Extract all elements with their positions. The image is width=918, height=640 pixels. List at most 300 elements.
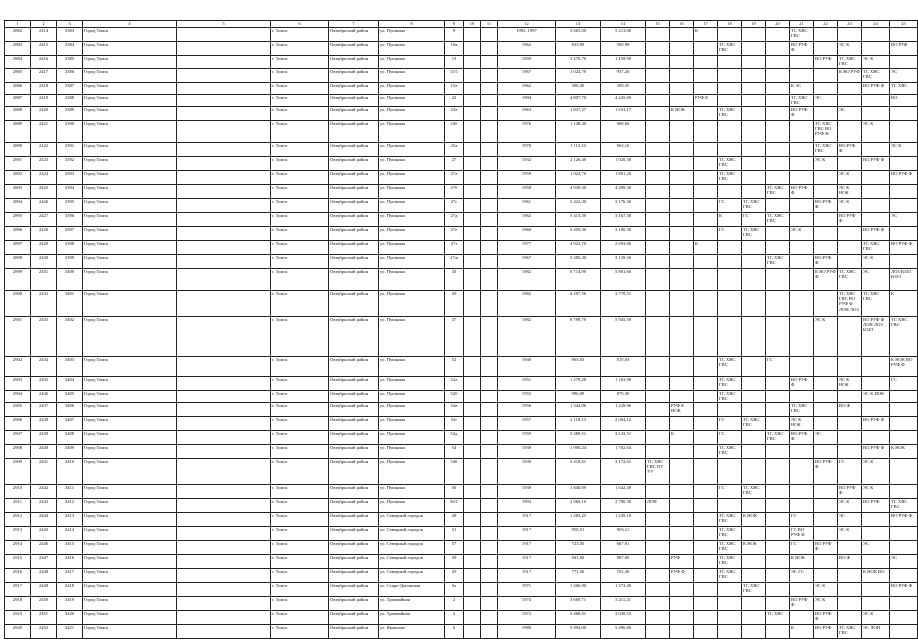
- table-cell: 1940: [498, 357, 556, 377]
- table-row: [5, 317, 918, 357]
- table-row: [5, 107, 918, 121]
- table-cell: 1994: [498, 95, 556, 107]
- table-cell: [766, 459, 790, 485]
- table-cell: [670, 625, 694, 639]
- table-cell: г. Томск: [271, 269, 329, 291]
- table-cell: 1982: [498, 317, 556, 357]
- table-cell: [742, 157, 766, 171]
- table-cell: [464, 255, 481, 269]
- table-cell: 3387: [57, 83, 83, 95]
- table-cell: [670, 255, 694, 269]
- table-row: [5, 459, 918, 485]
- table-cell: [890, 459, 918, 485]
- table-cell: [694, 625, 718, 639]
- table-cell: 3390: [57, 121, 83, 143]
- table-cell: 2431: [31, 269, 57, 291]
- column-number: 13: [556, 21, 601, 28]
- table-cell: Город Томск: [83, 377, 177, 391]
- table-cell: [670, 241, 694, 255]
- table-cell: [177, 213, 271, 227]
- table-cell: [177, 269, 271, 291]
- table-row: [5, 227, 918, 241]
- table-cell: [742, 171, 766, 185]
- table-cell: 3399: [57, 255, 83, 269]
- table-cell: [694, 445, 718, 459]
- table-cell: 3391: [57, 143, 83, 157]
- table-cell: ул. Пушкина: [379, 143, 445, 157]
- table-cell: 4 807,70: [556, 95, 601, 107]
- table-cell: [670, 143, 694, 157]
- table-cell: 1 283,25: [556, 513, 601, 527]
- table-cell: [481, 121, 498, 143]
- table-cell: ул. Северный городок: [379, 527, 445, 541]
- table-cell: Октябрьский район: [329, 269, 379, 291]
- table-cell: ТС ХВС ГВС: [718, 357, 742, 377]
- table-cell: [177, 28, 271, 42]
- table-cell: [646, 213, 670, 227]
- table-cell: [464, 583, 481, 597]
- table-cell: 1 148,40: [556, 121, 601, 143]
- table-cell: 3414: [57, 527, 83, 541]
- table-cell: 2446: [31, 541, 57, 555]
- table-cell: [694, 255, 718, 269]
- table-cell: [814, 417, 838, 431]
- table-cell: [890, 199, 918, 213]
- table-cell: [481, 185, 498, 199]
- table-cell: ЭС К: [790, 227, 814, 241]
- column-number: 14: [601, 21, 646, 28]
- table-cell: [862, 199, 890, 213]
- table-cell: 1960: [498, 227, 556, 241]
- table-cell: [742, 569, 766, 583]
- table-cell: ГС: [718, 485, 742, 499]
- table-cell: 723,50: [556, 541, 601, 555]
- table-cell: г. Томск: [271, 377, 329, 391]
- table-cell: [890, 431, 918, 445]
- table-cell: [670, 69, 694, 83]
- table-cell: 2420: [31, 107, 57, 121]
- table-cell: [177, 583, 271, 597]
- table-cell: 3421: [57, 625, 83, 639]
- table-cell: Октябрьский район: [329, 42, 379, 56]
- table-cell: 1957: [498, 417, 556, 431]
- table-cell: 1 801,20: [601, 171, 646, 185]
- table-cell: ВО РУФ Ф: [790, 185, 814, 199]
- table-cell: г. Томск: [271, 569, 329, 583]
- table-row: [5, 213, 918, 227]
- table-cell: [862, 555, 890, 569]
- table-cell: [177, 625, 271, 639]
- table-cell: ВО: [890, 95, 918, 107]
- table-cell: [766, 583, 790, 597]
- table-cell: 1993, 1997: [498, 28, 556, 42]
- table-cell: К НОК ВО: [862, 569, 890, 583]
- table-cell: [177, 56, 271, 69]
- table-cell: [464, 541, 481, 555]
- table-cell: ЛОЗ ЮЗЛ ЮЗЭ: [890, 269, 918, 291]
- table-cell: [177, 357, 271, 377]
- table-cell: [464, 185, 481, 199]
- table-cell: 2428: [31, 227, 57, 241]
- table-cell: [766, 199, 790, 213]
- table-cell: [890, 56, 918, 69]
- table-cell: ул. Пушкина: [379, 499, 445, 513]
- table-cell: ул. Пушкина: [379, 213, 445, 227]
- table-cell: 1971: [498, 583, 556, 597]
- table-cell: [646, 107, 670, 121]
- table-cell: 56/1: [445, 499, 464, 513]
- table-cell: ул. Пушкина: [379, 69, 445, 83]
- table-cell: К НОК: [790, 555, 814, 569]
- table-cell: [481, 291, 498, 317]
- table-cell: ЛОН: [646, 499, 670, 513]
- table-cell: [177, 611, 271, 625]
- table-cell: [694, 459, 718, 485]
- table-cell: 3410: [57, 459, 83, 485]
- table-cell: [481, 28, 498, 42]
- table-cell: [694, 513, 718, 527]
- table-row: [5, 241, 918, 255]
- table-cell: ТС ХВС ГВС: [718, 391, 742, 403]
- table-cell: [481, 227, 498, 241]
- table-cell: Октябрьский район: [329, 417, 379, 431]
- table-cell: Город Томск: [83, 317, 177, 357]
- table-row: [5, 56, 918, 69]
- table-row: [5, 69, 918, 83]
- table-cell: 879,39: [601, 391, 646, 403]
- table-cell: [481, 625, 498, 639]
- table-cell: РУФ К НОК: [670, 403, 694, 417]
- table-cell: ТС ХВС: [890, 83, 918, 95]
- table-cell: ГС: [790, 513, 814, 527]
- table-cell: 1956: [498, 403, 556, 417]
- table-cell: 1953: [498, 391, 556, 403]
- table-cell: ул. Пушкина: [379, 269, 445, 291]
- table-cell: 1 631,17: [601, 107, 646, 121]
- table-cell: 25а: [445, 143, 464, 157]
- table-cell: [481, 459, 498, 485]
- table-cell: ВО Ф: [838, 555, 862, 569]
- table-cell: [790, 317, 814, 357]
- table-cell: [177, 143, 271, 157]
- table-cell: 1 924,70: [556, 171, 601, 185]
- table-cell: [890, 107, 918, 121]
- table-cell: [862, 28, 890, 42]
- table-cell: [464, 417, 481, 431]
- table-cell: 1951: [498, 377, 556, 391]
- table-cell: [481, 513, 498, 527]
- table-cell: [481, 269, 498, 291]
- table-cell: ЭС К: [838, 171, 862, 185]
- table-cell: [838, 317, 862, 357]
- table-cell: [766, 597, 790, 611]
- table-cell: [694, 143, 718, 157]
- table-cell: [464, 391, 481, 403]
- table-cell: ВО РУФ Ф: [790, 597, 814, 611]
- table-cell: [464, 597, 481, 611]
- table-cell: Октябрьский район: [329, 431, 379, 445]
- table-cell: [742, 391, 766, 403]
- table-cell: 4 923,70: [556, 241, 601, 255]
- table-cell: г. Томск: [271, 95, 329, 107]
- table-cell: 1978: [498, 143, 556, 157]
- table-cell: Октябрьский район: [329, 403, 379, 417]
- table-cell: 1939: [498, 459, 556, 485]
- table-cell: [862, 403, 890, 417]
- table-cell: 3420: [57, 611, 83, 625]
- table-cell: [694, 431, 718, 445]
- table-cell: 2444: [31, 513, 57, 527]
- table-cell: [464, 95, 481, 107]
- table-cell: [694, 417, 718, 431]
- table-cell: [694, 157, 718, 171]
- table-cell: 3419: [57, 597, 83, 611]
- table-cell: РУФ К: [694, 95, 718, 107]
- table-cell: ТС ХВС ГВС: [718, 555, 742, 569]
- table-cell: Город Томск: [83, 269, 177, 291]
- table-cell: ЭС: [890, 213, 918, 227]
- table-cell: [766, 485, 790, 499]
- table-cell: [742, 28, 766, 42]
- table-cell: 2416: [31, 56, 57, 69]
- table-cell: [670, 445, 694, 459]
- column-number: 4: [83, 21, 177, 28]
- table-cell: [838, 597, 862, 611]
- table-cell: [766, 527, 790, 541]
- table-cell: г. Томск: [271, 431, 329, 445]
- table-cell: [670, 485, 694, 499]
- table-cell: [481, 403, 498, 417]
- table-cell: ТС ХВС ГВС: [862, 291, 890, 317]
- table-cell: ул. Пушкина: [379, 56, 445, 69]
- table-cell: [694, 527, 718, 541]
- table-cell: ВО РУФ Ф: [890, 171, 918, 185]
- table-cell: ул. Пушкина: [379, 445, 445, 459]
- table-cell: 2447: [31, 555, 57, 569]
- table-cell: [814, 42, 838, 56]
- table-cell: К НОК: [890, 445, 918, 459]
- table-cell: 1917: [498, 527, 556, 541]
- table-cell: 1 229,96: [601, 403, 646, 417]
- column-number: 10: [464, 21, 481, 28]
- table-cell: 6: [445, 625, 464, 639]
- table-cell: г. Томск: [271, 611, 329, 625]
- table-cell: [464, 317, 481, 357]
- table-cell: [177, 83, 271, 95]
- table-cell: г. Томск: [271, 459, 329, 485]
- table-cell: [742, 143, 766, 157]
- table-cell: [464, 83, 481, 95]
- table-cell: [814, 485, 838, 499]
- table-cell: 2883: [5, 42, 31, 56]
- table-cell: 2436: [31, 391, 57, 403]
- table-cell: [814, 403, 838, 417]
- table-cell: 1 249,18: [601, 513, 646, 527]
- table-cell: Октябрьский район: [329, 227, 379, 241]
- table-cell: Город Томск: [83, 213, 177, 227]
- table-cell: [481, 541, 498, 555]
- table-cell: [718, 185, 742, 199]
- table-cell: [814, 185, 838, 199]
- table-cell: [838, 227, 862, 241]
- table-cell: 2920: [5, 625, 31, 639]
- table-cell: 2891: [5, 157, 31, 171]
- table-cell: 2434: [31, 357, 57, 377]
- table-cell: [890, 527, 918, 541]
- table-cell: [646, 377, 670, 391]
- table-cell: [464, 445, 481, 459]
- table-cell: 1 373,40: [601, 583, 646, 597]
- table-cell: К ВО РУФ: [838, 69, 862, 83]
- table-cell: К: [670, 431, 694, 445]
- table-cell: [464, 213, 481, 227]
- table-cell: [814, 569, 838, 583]
- table-cell: [766, 121, 790, 143]
- table-cell: 35: [445, 291, 464, 317]
- table-cell: [670, 291, 694, 317]
- table-cell: [742, 185, 766, 199]
- table-cell: ЭС К НОК: [838, 185, 862, 199]
- table-cell: ТС ХВС ГВС: [718, 445, 742, 459]
- table-cell: [790, 143, 814, 157]
- table-cell: [177, 199, 271, 213]
- table-cell: [481, 431, 498, 445]
- table-cell: ГС: [838, 459, 862, 485]
- table-cell: 54: [445, 445, 464, 459]
- table-cell: Город Томск: [83, 403, 177, 417]
- table-cell: 1977: [498, 241, 556, 255]
- table-cell: 3 413,30: [556, 213, 601, 227]
- table-cell: 3397: [57, 227, 83, 241]
- table-cell: 2901: [5, 317, 31, 357]
- table-cell: [481, 213, 498, 227]
- table-row: [5, 171, 918, 185]
- table-cell: [464, 241, 481, 255]
- table-cell: Город Томск: [83, 611, 177, 625]
- table-cell: 3401: [57, 291, 83, 317]
- table-cell: Октябрьский район: [329, 291, 379, 317]
- table-cell: [646, 69, 670, 83]
- table-cell: [814, 513, 838, 527]
- table-cell: 2 004,12: [601, 417, 646, 431]
- table-cell: [766, 69, 790, 83]
- table-row: [5, 199, 918, 213]
- table-cell: [177, 185, 271, 199]
- table-cell: [718, 28, 742, 42]
- table-cell: ВО РУФ Ф: [862, 417, 890, 431]
- table-cell: [718, 56, 742, 69]
- table-cell: [177, 227, 271, 241]
- table-cell: 4 499,30: [601, 185, 646, 199]
- table-row: [5, 121, 918, 143]
- table-cell: 3396: [57, 213, 83, 227]
- table-row: [5, 291, 918, 317]
- table-cell: [481, 499, 498, 513]
- table-cell: 2433: [31, 317, 57, 357]
- table-cell: Октябрьский район: [329, 107, 379, 121]
- table-cell: ТС ХВС ГВС: [790, 28, 814, 42]
- table-cell: [177, 317, 271, 357]
- table-row: [5, 377, 918, 391]
- table-cell: [694, 121, 718, 143]
- table-cell: 1 837,27: [556, 107, 601, 121]
- table-cell: Октябрьский район: [329, 143, 379, 157]
- table-cell: 3393: [57, 171, 83, 185]
- table-cell: ЭС: [862, 541, 890, 555]
- table-cell: [481, 527, 498, 541]
- column-number: 25: [890, 21, 918, 28]
- table-cell: [464, 227, 481, 241]
- table-cell: ул. Пушкина: [379, 42, 445, 56]
- column-number-row: [5, 21, 918, 28]
- table-cell: [814, 171, 838, 185]
- table-cell: [718, 459, 742, 485]
- table-cell: ВО РУФ Ф: [814, 255, 838, 269]
- table-cell: [838, 83, 862, 95]
- table-row: [5, 527, 918, 541]
- table-cell: [481, 485, 498, 499]
- table-cell: ул. Пушкина: [379, 431, 445, 445]
- table-cell: 52в: [445, 403, 464, 417]
- table-cell: [790, 199, 814, 213]
- table-cell: 2437: [31, 403, 57, 417]
- table-cell: К ЭС: [790, 83, 814, 95]
- table-cell: [464, 171, 481, 185]
- table-cell: ГС: [718, 417, 742, 431]
- table-cell: [838, 241, 862, 255]
- table-cell: ТС ХВС ГВС: [766, 185, 790, 199]
- table-cell: 1 279,28: [556, 377, 601, 391]
- table-cell: [464, 611, 481, 625]
- table-cell: [646, 611, 670, 625]
- table-cell: ТС ХВС ГВС: [742, 417, 766, 431]
- table-cell: [481, 143, 498, 157]
- table-cell: [670, 199, 694, 213]
- table-cell: [177, 541, 271, 555]
- table-cell: Октябрьский район: [329, 391, 379, 403]
- table-cell: 1 163,98: [601, 377, 646, 391]
- table-cell: [838, 541, 862, 555]
- table-cell: 1962: [498, 42, 556, 56]
- table-cell: 5 994,00: [556, 625, 601, 639]
- table-cell: 1 900,24: [556, 445, 601, 459]
- table-cell: Город Томск: [83, 95, 177, 107]
- table-cell: 2415: [31, 42, 57, 56]
- table-cell: Октябрьский район: [329, 241, 379, 255]
- table-row: [5, 28, 918, 42]
- table-cell: Город Томск: [83, 69, 177, 83]
- table-cell: ВО РУФ Ф: [838, 143, 862, 157]
- table-cell: [646, 527, 670, 541]
- table-cell: ЭС: [814, 95, 838, 107]
- column-number: 17: [694, 21, 718, 28]
- table-cell: 56: [445, 485, 464, 499]
- table-cell: [862, 597, 890, 611]
- table-cell: [718, 291, 742, 317]
- table-cell: [670, 583, 694, 597]
- table-cell: [790, 459, 814, 485]
- table-cell: г. Томск: [271, 28, 329, 42]
- table-cell: 3 669,71: [556, 597, 601, 611]
- table-cell: [646, 555, 670, 569]
- table-cell: [177, 513, 271, 527]
- table-cell: [481, 555, 498, 569]
- table-cell: [766, 417, 790, 431]
- table-cell: [670, 541, 694, 555]
- table-cell: 2: [445, 597, 464, 611]
- table-cell: [646, 269, 670, 291]
- table-cell: 2430: [31, 255, 57, 269]
